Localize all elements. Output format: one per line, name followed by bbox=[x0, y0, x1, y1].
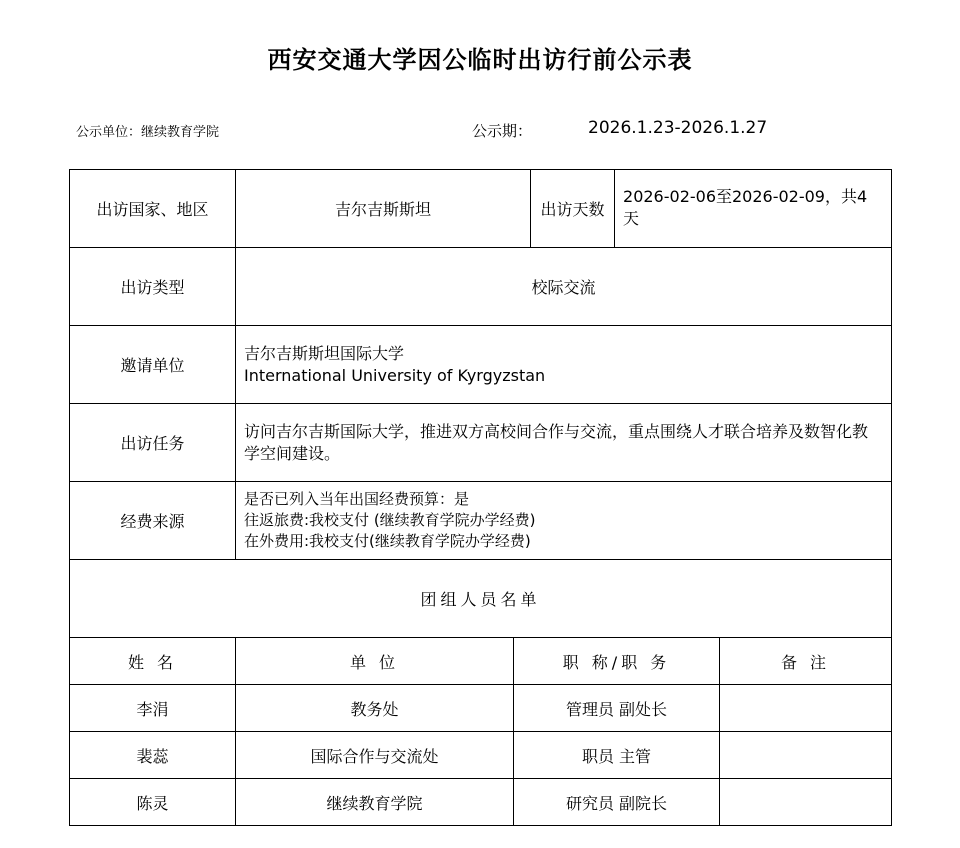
country-value: 吉尔吉斯斯坦 bbox=[236, 170, 531, 248]
country-label: 出访国家、地区 bbox=[70, 170, 236, 248]
member-name: 陈灵 bbox=[70, 779, 236, 826]
type-value: 校际交流 bbox=[236, 248, 892, 326]
days-label: 出访天数 bbox=[531, 170, 615, 248]
publish-period-label: 公示期： bbox=[472, 122, 533, 140]
type-row bbox=[70, 248, 892, 326]
header-note: 备 注 bbox=[720, 638, 892, 685]
member-unit: 教务处 bbox=[236, 685, 514, 732]
header-title: 职 称/职 务 bbox=[514, 638, 720, 685]
roster-header-row bbox=[70, 638, 892, 685]
funding-row bbox=[70, 482, 892, 560]
member-name: 裴蕊 bbox=[70, 732, 236, 779]
funding-value bbox=[236, 482, 892, 560]
roster-heading: 团组人员名单 bbox=[70, 560, 892, 638]
table-row bbox=[70, 779, 892, 826]
member-title: 管理员 副处长 bbox=[514, 685, 720, 732]
disclosure-form-table bbox=[69, 169, 892, 826]
inviter-label: 邀请单位 bbox=[70, 326, 236, 404]
funding-label: 经费来源 bbox=[70, 482, 236, 560]
page-title: 西安交通大学因公临时出访行前公示表 bbox=[267, 46, 693, 74]
inviter-row bbox=[70, 326, 892, 404]
member-note bbox=[720, 685, 892, 732]
roster-heading-row bbox=[70, 560, 892, 638]
publish-period-value: 2026.1.23-2026.1.27 bbox=[588, 118, 768, 138]
type-label: 出访类型 bbox=[70, 248, 236, 326]
inviter-value bbox=[236, 326, 892, 404]
publish-unit: 公示单位：继续教育学院 bbox=[76, 125, 220, 140]
member-note bbox=[720, 732, 892, 779]
table-row bbox=[70, 732, 892, 779]
member-unit: 继续教育学院 bbox=[236, 779, 514, 826]
funding-abroad: 在外费用:我校支付(继续教育学院办学经费) bbox=[244, 532, 531, 550]
task-value: 访问吉尔吉斯国际大学，推进双方高校间合作与交流，重点围绕人才联合培养及数智化教学空间建设。 bbox=[236, 404, 892, 482]
member-title: 研究员 副院长 bbox=[514, 779, 720, 826]
days-value: 2026-02-06至2026-02-09，共4天 bbox=[615, 170, 892, 248]
header-unit: 单 位 bbox=[236, 638, 514, 685]
country-row bbox=[70, 170, 892, 248]
funding-travel: 往返旅费:我校支付 (继续教育学院办学经费) bbox=[244, 511, 536, 529]
member-title: 职员 主管 bbox=[514, 732, 720, 779]
inviter-name-en: International University of Kyrgyzstan bbox=[244, 365, 546, 385]
header-name: 姓 名 bbox=[70, 638, 236, 685]
task-label: 出访任务 bbox=[70, 404, 236, 482]
funding-budget: 是否已列入当年出国经费预算：是 bbox=[244, 490, 470, 508]
inviter-name-cn: 吉尔吉斯斯坦国际大学 bbox=[244, 343, 405, 363]
member-unit: 国际合作与交流处 bbox=[236, 732, 514, 779]
task-row bbox=[70, 404, 892, 482]
member-note bbox=[720, 779, 892, 826]
member-name: 李涓 bbox=[70, 685, 236, 732]
table-row bbox=[70, 685, 892, 732]
